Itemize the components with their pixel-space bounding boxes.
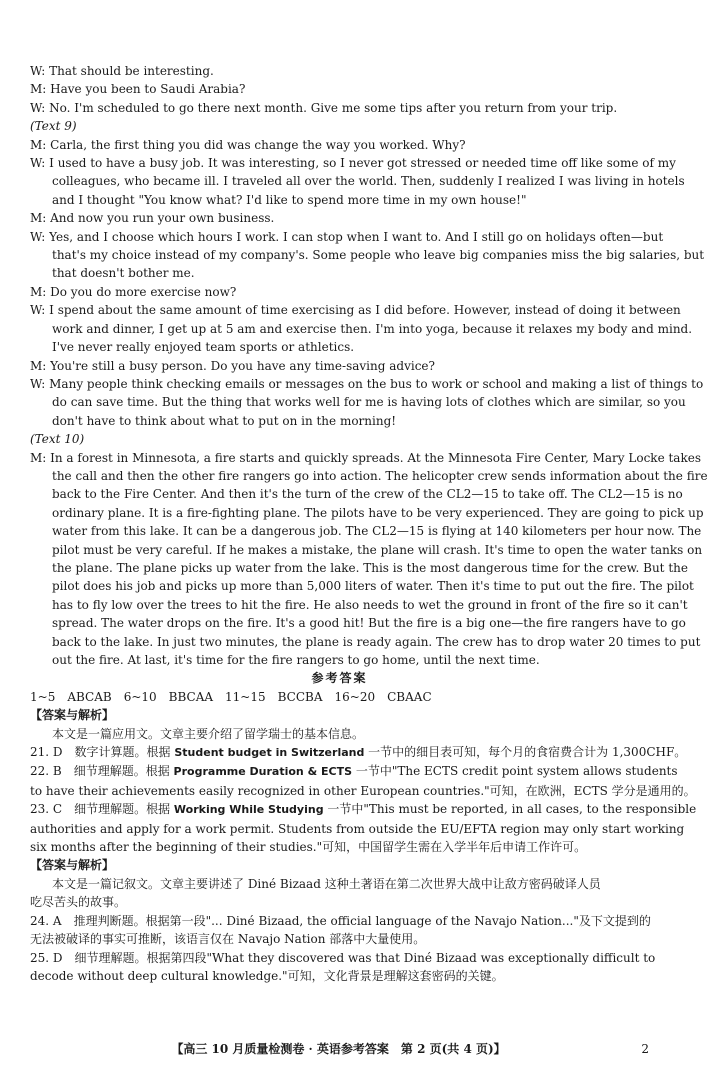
- transcript-line-continued: back to the Fire Center. And then it's the turn of the crew of the CL2—15 to take off. The CL2—15 is no: [52, 487, 683, 502]
- transcript-line: W: I used to have a busy job. It was interesting, so I never got stressed or needed time off like some of my: [30, 156, 676, 171]
- transcript-line-continued: ordinary plane. It is a fire-fighting plane. The pilots have to be very experienced. They are going to pick up: [52, 505, 704, 520]
- transcript-line-continued: do can save time. But the thing that works well for me is having lots of clothes which are similar, so you: [52, 395, 686, 410]
- transcript-line-continued: that's my choice instead of my company's. Some people who leave big companies miss the big salaries, but: [52, 248, 705, 263]
- passage-summary: 本文是一篇应用文。文章主要介绍了留学瑞士的基本信息。: [52, 726, 365, 741]
- text-10-label: (Text 10): [30, 432, 85, 447]
- explanation-text: 一节中"The ECTS credit point system allows students: [352, 764, 678, 779]
- transcript-line: W: Many people think checking emails or messages on the bus to work or school and making a list of things to: [30, 376, 704, 391]
- transcript-line-continued: I've never really enjoyed team sports or athletics.: [52, 340, 355, 355]
- transcript-line-continued: water from this lake. It can be a dangerous job. The CL2—15 is flying at 140 kilometers per hour now. The: [52, 524, 702, 539]
- explanation-text: 22. B 细节理解题。根据: [30, 764, 174, 779]
- transcript-line-continued: has to fly low over the trees to hit the fire. He also needs to wet the ground in front of the fire so it can't: [52, 597, 688, 612]
- explanation-text: 一节中的细目表可知，每个月的食宿费合计为 1,300CHF。: [364, 745, 687, 760]
- transcript-line: M: Have you been to Saudi Arabia?: [30, 82, 246, 97]
- transcript-line: W: I spend about the same amount of time exercising as I did before. However, instead of doing it between: [30, 303, 681, 318]
- transcript-line: M: You're still a busy person. Do you have any time-saving advice?: [30, 358, 435, 373]
- transcript-line: W: That should be interesting.: [30, 64, 214, 78]
- transcript-line-continued: the call and then the other fire rangers go into action. The helicopter crew sends information about the fire: [52, 468, 708, 483]
- transcript-line-continued: pilot must be very careful. If he makes a mistake, the plane will crash. It's time to open the water tanks on: [52, 542, 703, 557]
- text-9-label: (Text 9): [30, 119, 77, 134]
- explanation-continued: authorities and apply for a work permit. Students from outside the EU/EFTA region may only start working: [30, 821, 685, 836]
- analysis-heading: 【答案与解析】: [30, 858, 115, 873]
- transcript-line: W: Yes, and I choose which hours I work. I can stop when I want to. And I still go on holidays often—but: [30, 229, 664, 244]
- answer-explanation-25: 25. D 细节理解题。根据第四段"What they discovered was that Diné Bizaad was exceptionally difficult to: [30, 950, 656, 965]
- transcript-line-continued: back to the lake. In just two minutes, the plane is ready again. The crew has to drop water 20 times to put: [52, 634, 701, 649]
- answer-key-title: 参考答案: [311, 671, 368, 686]
- answer-key-list: 1~5 ABCAB 6~10 BBCAA 11~15 BCCBA 16~20 CBAAC: [30, 689, 432, 704]
- transcript-line-continued: and I thought "You know what? I'd like to spend more time in my own house!": [52, 192, 527, 207]
- transcript-line-continued: out the fire. At last, it's time for the fire rangers to go home, until the next time.: [52, 653, 540, 667]
- page-number: 2: [641, 1042, 649, 1056]
- section-reference: Programme Duration & ECTS: [173, 765, 353, 779]
- explanation-text: 23. C 细节理解题。根据: [30, 802, 174, 817]
- explanation-continued: to have their achievements easily recognized in other European countries."可知，在欧洲，ECTS 学分是通用的。: [30, 783, 696, 798]
- transcript-line: W: No. I'm scheduled to go there next month. Give me some tips after you return from your trip.: [30, 100, 618, 115]
- answer-explanation-23: [30, 800, 697, 819]
- explanation-text: 21. D 数字计算题。根据: [30, 745, 175, 760]
- transcript-line-continued: spread. The water drops on the fire. It's a good hit! But the fire is a big one—the fire rangers have to go: [52, 616, 686, 631]
- page-footer: 【高三 10 月质量检测卷 · 英语参考答案 第 2 页(共 4 页)】: [171, 1042, 506, 1056]
- transcript-line-continued: pilot does his job and picks up more than 5,000 liters of water. Then it's time to put out the fire. The pilot: [52, 579, 694, 594]
- transcript-line: M: Do you do more exercise now?: [30, 284, 237, 299]
- transcript-line-continued: don't have to think about what to put on in the morning!: [52, 413, 397, 428]
- transcript-line-continued: colleagues, who became ill. I traveled all over the world. Then, suddenly I realized I was living in hotels: [52, 174, 685, 189]
- passage-summary: 本文是一篇记叙文。文章主要讲述了 Diné Bizaad 这种土著语在第二次世界大战中让敌方密码破译人员: [52, 876, 601, 891]
- transcript-line: M: And now you run your own business.: [30, 211, 275, 226]
- answer-explanation-24: 24. A 推理判断题。根据第一段"... Diné Bizaad, the official language of the Navajo Nation..."及下文提到的: [30, 913, 651, 928]
- transcript-line: M: Carla, the first thing you did was change the way you worked. Why?: [30, 137, 466, 152]
- transcript-line-continued: that doesn't bother me.: [52, 266, 195, 281]
- analysis-heading: 【答案与解析】: [30, 708, 115, 723]
- transcript-line-continued: work and dinner, I get up at 5 am and exercise then. I'm into yoga, because it relaxes my body and mind.: [52, 321, 693, 336]
- section-reference: Student budget in Switzerland: [174, 746, 365, 760]
- answer-explanation-21: [30, 743, 687, 762]
- explanation-continued: six months after the beginning of their studies."可知，中国留学生需在入学半年后申请工作许可。: [30, 840, 587, 855]
- passage-summary-continued: 吃尽苦头的故事。: [30, 895, 127, 910]
- answer-explanation-22: [30, 762, 678, 781]
- transcript-line: M: In a forest in Minnesota, a fire starts and quickly spreads. At the Minnesota Fire Center, Mary Locke takes: [30, 450, 701, 465]
- transcript-line-continued: the plane. The plane picks up water from the lake. This is the most dangerous time for the crew. But the: [52, 560, 688, 575]
- section-reference: Working While Studying: [173, 803, 324, 817]
- explanation-continued: decode without deep cultural knowledge."可知，文化背景是理解这套密码的关键。: [30, 968, 504, 983]
- explanation-text: 一节中"This must be reported, in all cases, to the responsible: [323, 802, 697, 817]
- explanation-continued: 无法被破译的事实可推断，该语言仅在 Navajo Nation 部落中大量使用。: [30, 932, 426, 947]
